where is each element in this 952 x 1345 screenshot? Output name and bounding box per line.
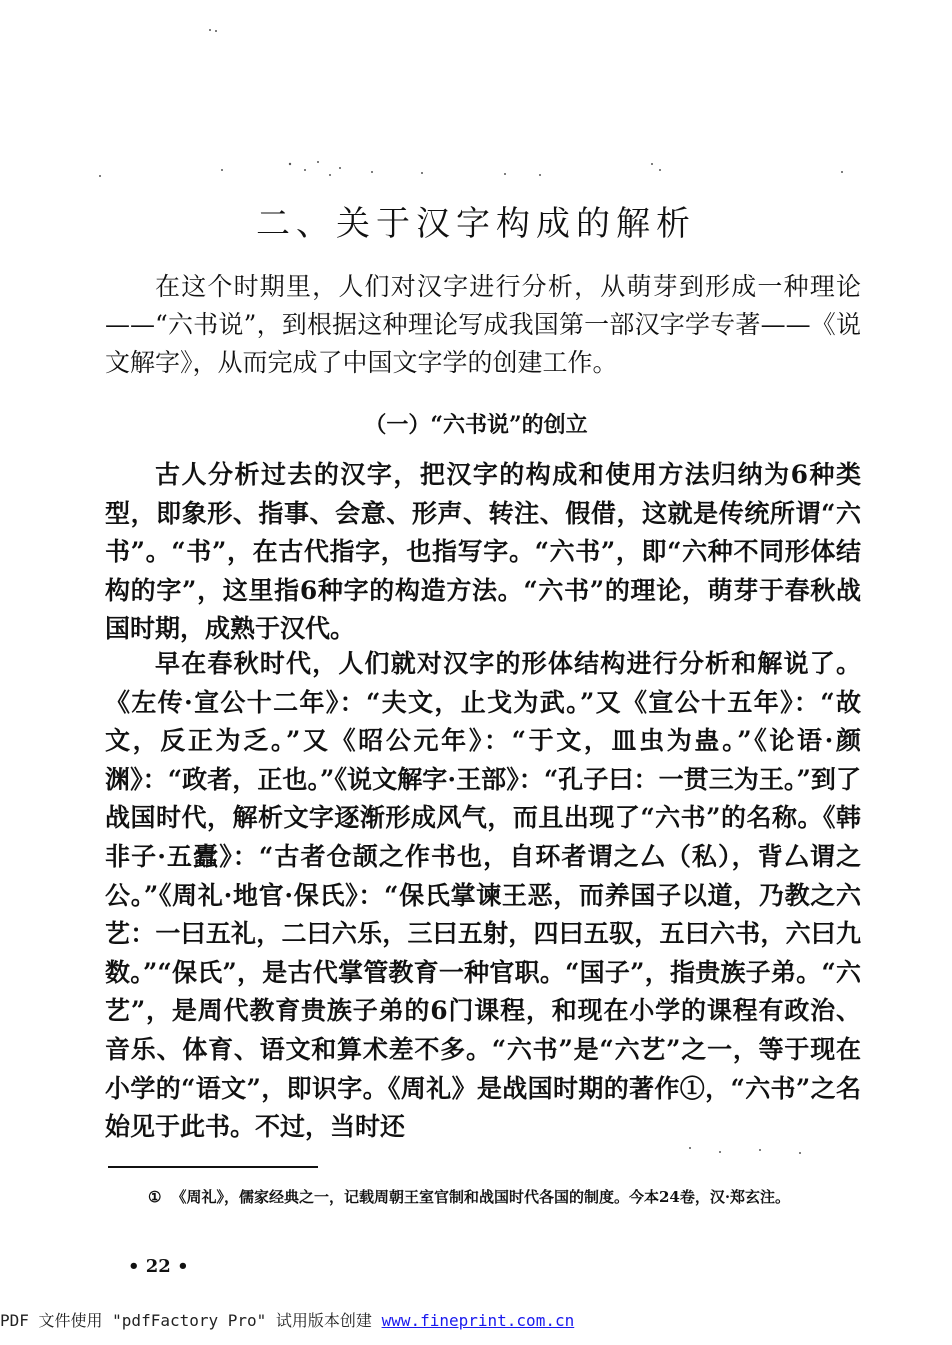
footnote-text: 《周礼》，儒家经典之一，记载周朝王室官制和战国时代各国的制度。今本24卷，汉·郑玄注。 — [171, 1188, 791, 1206]
footnote — [148, 1185, 868, 1209]
intro-paragraph: 在这个时期里，人们对汉字进行分析，从萌芽到形成一种理论——“六书说”，到根据这种理论写成我国第一部汉字学专著——《说文解字》，从而完成了中国文字学的创建工作。 — [105, 272, 861, 377]
footnote-divider — [108, 1166, 318, 1168]
watermark-text: PDF 文件使用 "pdfFactory Pro" 试用版本创建 — [0, 1311, 382, 1330]
body-paragraph: 古人分析过去的汉字，把汉字的构成和使用方法归纳为6种类型，即象形、指事、会意、形声、转注、假借，这就是传统所谓“六书”。“书”，在古代指字，也指写字。“六书”，即“六种不同形体结构的字”，这里指6种字的构造方法。“六书”的理论，萌芽于春秋战国时期，成熟于汉代。 — [105, 460, 861, 643]
chapter-title: 二、关于汉字构成的解析 — [256, 204, 696, 244]
watermark-link[interactable]: www.fineprint.com.cn — [381, 1311, 575, 1330]
pdf-watermark — [0, 1308, 574, 1331]
body-paragraph: 早在春秋时代，人们就对汉字的形体结构进行分析和解说了。《左传·宣公十二年》：“夫文，止戈为武。”又《宣公十五年》：“故文，反正为乏。”又《昭公元年》：“于文，皿虫为蛊。”《论语·颜渊》：“政者，正也。”《说文解字·王部》：“孔子曰：一贯三为王。”到了战国时代，解析文字逐渐形成风气，而且出现了“六书”的名称。《韩非子·五蠹》：“古者仓颉之作书也，自环者谓之厶（私），背厶谓之公。”《周礼·地官·保氏》：“保氏掌谏王恶，而养国子以道，乃教之六艺：一曰五礼，二曰六乐，三曰五射，四曰五驭，五曰六书，六曰九数。”“保氏”，是古代掌管教育一种官职。“国子”，指贵族子弟。“六艺”，是周代教育贵族子弟的6门课程，和现在小学的课程有政治、音乐、体育、语文和算术差不多。“六书”是“六艺”之一，等于现在小学的“语文”，即识字。《周礼》是战国时期的著作①，“六书”之名始见于此书。不过，当时还 — [105, 649, 861, 1142]
page-number: • 22 • — [128, 1256, 189, 1277]
section-heading: （一）“六书说”的创立 — [364, 412, 588, 438]
footnote-marker: ① — [148, 1188, 162, 1206]
